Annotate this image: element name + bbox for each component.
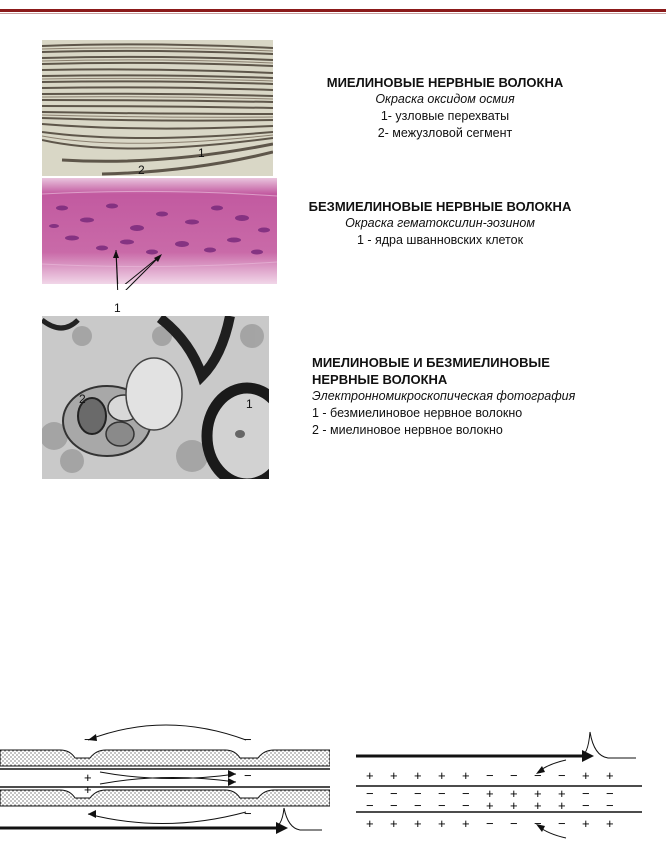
sign: − (486, 816, 494, 831)
section2-title: БЕЗМИЕЛИНОВЫЕ НЕРВНЫЕ ВОЛОКНА (308, 199, 572, 214)
em-image (42, 316, 269, 479)
sign: − (462, 798, 470, 813)
header-rule (0, 9, 666, 12)
sign: + (366, 816, 374, 831)
photo-myelinated-fibers (42, 40, 273, 176)
sign: − (244, 732, 252, 747)
section1-item-1: 1- узловые перехваты (380, 109, 510, 123)
sign: − (84, 732, 92, 747)
sign: + (558, 786, 566, 801)
osmium-fibers-image (42, 40, 273, 176)
sign: − (414, 786, 422, 801)
sign: + (366, 768, 374, 783)
sign: + (438, 768, 446, 783)
section3-title-line2: НЕРВНЫЕ ВОЛОКНА (312, 372, 448, 387)
sign: + (486, 786, 494, 801)
sign: − (244, 768, 252, 783)
sign: + (534, 786, 542, 801)
section3-text (312, 354, 632, 439)
section3-item-2: 2 - миелиновое нервное волокно (312, 423, 503, 437)
photo2-arrows (100, 250, 220, 290)
sign: − (414, 798, 422, 813)
sign: − (390, 786, 398, 801)
photo-electron-micrograph (42, 316, 269, 479)
photo2-label-1: 1 (114, 301, 121, 315)
photo3-label-1: 1 (246, 397, 253, 411)
sign: + (510, 798, 518, 813)
sign: − (486, 768, 494, 783)
sign: − (366, 798, 374, 813)
sign: + (606, 816, 614, 831)
sign: − (510, 816, 518, 831)
sign: − (438, 786, 446, 801)
header-rule-thin (0, 13, 666, 14)
saltatory-conduction-diagram (0, 722, 330, 842)
sign: − (582, 798, 590, 813)
sign: + (510, 786, 518, 801)
section1-title: МИЕЛИНОВЫЕ НЕРВНЫЕ ВОЛОКНА (326, 75, 564, 90)
sign: − (244, 806, 252, 821)
sign: − (438, 798, 446, 813)
section2-stain: Окраска гематоксилин-эозином (345, 216, 535, 230)
continuous-conduction-diagram (352, 722, 652, 842)
sign: + (462, 768, 470, 783)
sign: + (84, 770, 92, 785)
photo1-label-1: 1 (198, 146, 205, 160)
sign: + (486, 798, 494, 813)
sign: + (414, 768, 422, 783)
section3-title-line1: МИЕЛИНОВЫЕ И БЕЗМИЕЛИНОВЫЕ (312, 355, 550, 370)
section1-text (300, 74, 590, 142)
sign: − (534, 768, 542, 783)
section2-item-1: 1 - ядра шванновских клеток (356, 233, 524, 247)
sign: − (510, 768, 518, 783)
sign: − (582, 786, 590, 801)
sign: − (366, 786, 374, 801)
sign: − (558, 816, 566, 831)
sign: − (606, 798, 614, 813)
sign: + (414, 816, 422, 831)
sign: + (438, 816, 446, 831)
sign: + (390, 768, 398, 783)
sign: + (462, 816, 470, 831)
section1-stain: Окраска оксидом осмия (375, 92, 515, 106)
sign: + (558, 798, 566, 813)
sign: − (462, 786, 470, 801)
sign: + (534, 798, 542, 813)
section3-stain: Электронномикроскопическая фотография (312, 389, 576, 403)
photo3-label-2: 2 (79, 392, 86, 406)
section3-item-1: 1 - безмиелиновое нервное волокно (312, 406, 523, 420)
sign: − (606, 786, 614, 801)
sign: − (390, 798, 398, 813)
photo1-label-2: 2 (138, 163, 145, 177)
sign: + (582, 768, 590, 783)
sign: + (606, 768, 614, 783)
sign: + (390, 816, 398, 831)
sign: + (84, 782, 92, 797)
sign: − (534, 816, 542, 831)
sign: + (582, 816, 590, 831)
section2-text (290, 198, 590, 249)
sign: − (558, 768, 566, 783)
section1-item-2: 2- межузловой сегмент (377, 126, 513, 140)
